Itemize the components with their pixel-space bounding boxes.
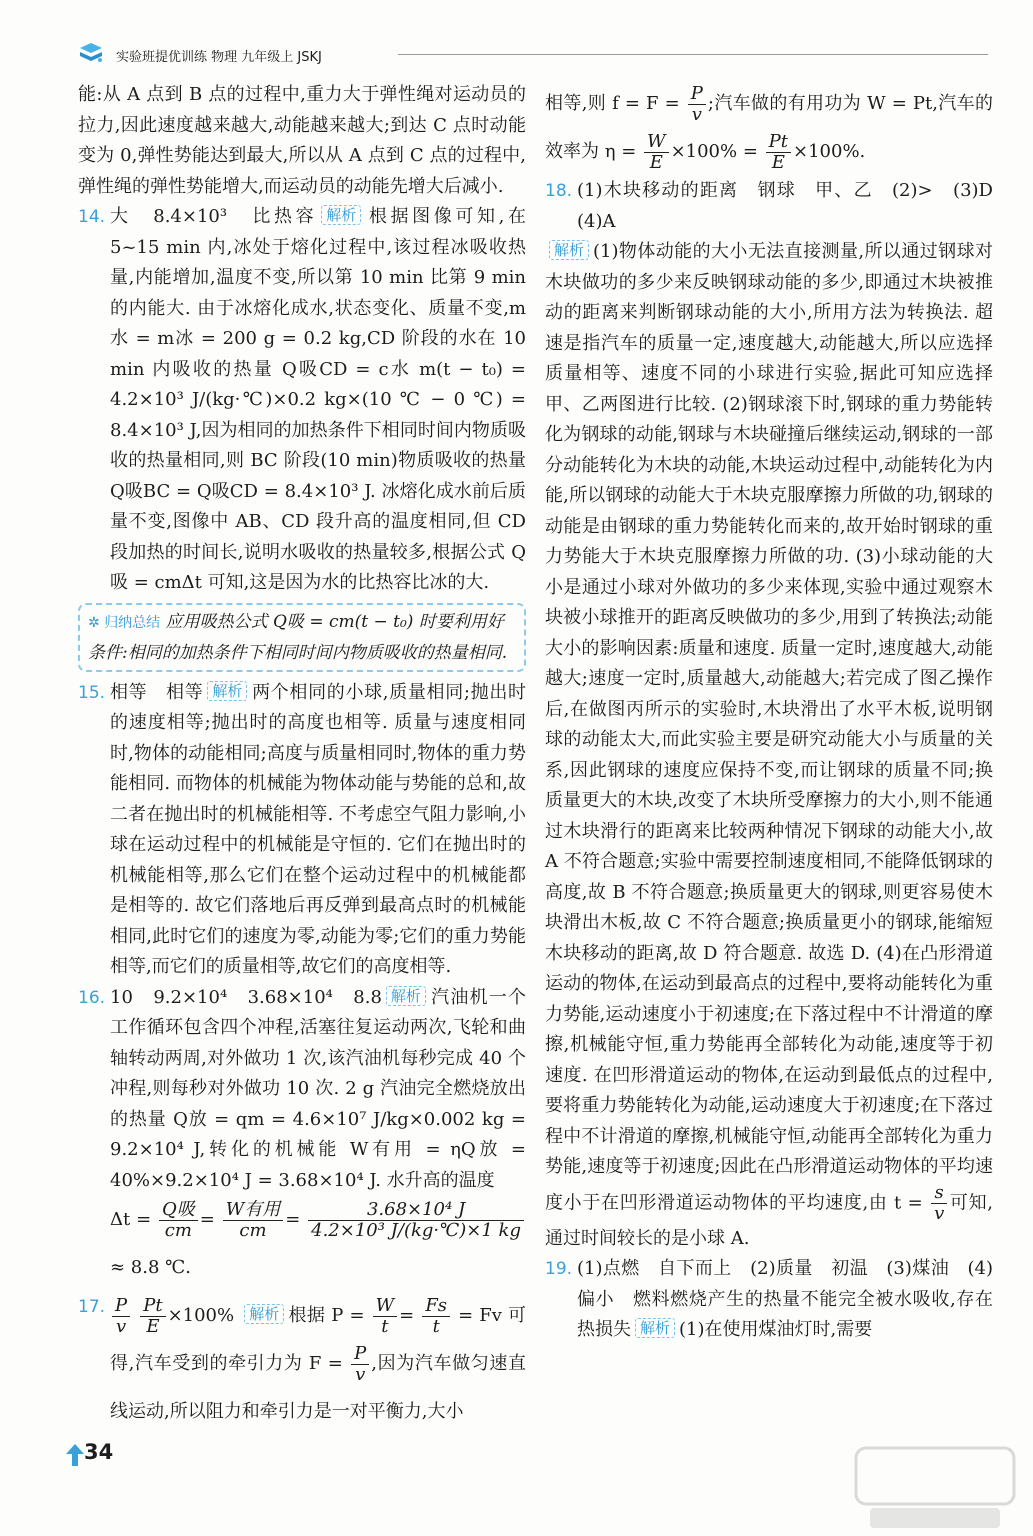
denominator: t (381, 1315, 389, 1337)
q15-item (78, 678, 526, 983)
q19-number: 19. (545, 1259, 573, 1279)
header-rule (398, 54, 988, 55)
denominator: cm (239, 1219, 267, 1241)
q19-answer: (1)点燃 自下而上 (2)质量 初温 (3)煤油 (4)偏小 燃料燃烧产生的热量不能完全被水吸收,存在热损失 (577, 1258, 993, 1340)
analysis-tag: 解析 (244, 1304, 284, 1324)
page-header (78, 40, 988, 74)
q16-analysis: 汽油机一个工作循环包含四个冲程,活塞往复运动两次,飞轮和曲轴转动两周,对外做功 1 次,该汽油机每秒完成 40 个冲程,则每秒对外做功 10 次. 2 g 汽油完全燃烧放出的热量 Q放 = qm = 4.6×10⁷ J/kg×0.002 kg = 9.2×10⁴ J,转化的机械能 W有用 = ηQ放 = 40%×9.2×10⁴ J = 3.68×10⁴ J. 水升高的温度 (110, 986, 527, 1191)
fraction (223, 1200, 284, 1241)
q17-continuation (545, 80, 993, 176)
numerator: Fs (422, 1296, 450, 1317)
denominator: 4.2×10³ J/(kg·℃)×1 kg (311, 1219, 521, 1241)
q17-text: 根据 P = (288, 1305, 365, 1326)
fraction (373, 1296, 398, 1337)
denominator: v (691, 103, 702, 125)
q17-item (78, 1292, 526, 1436)
q16-number: 16. (78, 987, 106, 1008)
fraction (422, 1296, 450, 1337)
q17-cont-text: ;汽车做的有用功为 W = Pt,汽车的效率为 η = (545, 93, 993, 162)
q16-item (78, 983, 526, 1293)
up-arrow-icon (66, 1444, 84, 1466)
analysis-tag: 解析 (635, 1318, 675, 1338)
fraction (159, 1200, 198, 1241)
summary-box (78, 603, 526, 672)
denominator: E (146, 1315, 160, 1337)
fraction (766, 132, 791, 173)
q17-cont-text: 相等,则 f = F = (545, 93, 680, 114)
q15-answer: 相等 相等 (110, 681, 204, 703)
analysis-tag: 解析 (386, 986, 426, 1006)
q17-body: $\frac{P}{v}$ $\frac{Pt}{E}$ ×100% 解析 根据 P = $\frac{W}{t}$ = $\frac{Fs}{t}$ = Fv 可得,汽车受到的牵引力为 F = $\frac{P}{v}$ ,因为汽车做匀速直线运动,所以阻力和牵引力是一对平衡力,大小 (110, 1294, 526, 1422)
percent-tail: ×100% (167, 1305, 235, 1326)
numerator: P (688, 84, 706, 105)
summary-tag-label: 归纳总结 (104, 614, 161, 631)
summary-tag: ✲ 归纳总结 (88, 614, 161, 631)
page-number (66, 1440, 112, 1470)
left-column (78, 80, 526, 1436)
fraction (140, 1296, 165, 1337)
denominator: t (432, 1315, 440, 1337)
q17-text: ,因为汽车做匀速直线运动,所以阻力和牵引力是一对平衡力,大小 (110, 1353, 526, 1422)
q18-analysis (545, 237, 993, 1254)
analysis-tag: 解析 (207, 681, 247, 701)
q15-body (110, 678, 526, 983)
denominator: cm (164, 1219, 192, 1241)
q13-continuation: 能:从 A 点到 B 点的过程中,重力大于弹性绳对运动员的拉力,因此速度越来越大,动能越来越大;到达 C 点时动能变为 0,弹性势能达到最大,所以从 A 点到 C 点的过程中,弹性绳的弹性势能增大,而运动员的动能先增大后减小. (78, 84, 526, 197)
q17-cont-text: ×100% = (670, 141, 758, 162)
page-number-text: 34 (84, 1440, 114, 1464)
fraction (308, 1200, 524, 1241)
numerator: Pt (766, 132, 791, 153)
numerator: Q吸 (159, 1200, 198, 1221)
q16-formula: Δt = $\frac{\text{Q吸}}{cm}$ = $\frac{\text{W有用}}{cm}$ = $\frac{\text{3.68×10⁴ J}}{\text{4.2×10³ J/(kg·℃)×1 kg}}$ ≈ 8.8 ℃. (110, 1196, 526, 1292)
numerator: W (644, 132, 669, 153)
q18-answer: (1)木块移动的距离 钢球 甲、乙 (2)> (3)D (4)A (577, 180, 1011, 232)
q14-number: 14. (78, 207, 106, 227)
formula-rhs: ≈ 8.8 ℃. (110, 1257, 192, 1278)
q15-number: 15. (78, 682, 106, 703)
right-column (545, 80, 1011, 1346)
q18-analysis-text: (1)物体动能的大小无法直接测量,所以通过钢球对木块做功的多少来反映钢球动能的多少,即通过木块被推动的距离来判断钢球动能的大小,所用方法为转换法. 超速是指汽车的质量一定,速度越大,动能越大,所以应选择质量相等、速度不同的小球进行实验,据此可知应选择甲、乙两图进行比较. (2)钢球滚下时,钢球的重力势能转化为钢球的动能,钢球与木块碰撞后继续运动,钢球的一部分动能转化为木块的动能,木块运动过程中,动能转化为内能,所以钢球的动能大于木块克服摩擦力所做的功,钢球的动能是由钢球的重力势能转化而来的,故开始时钢球的重力势能大于木块克服摩擦力所做的功. (3)小球动能的大小是通过小球对外做功的多少来体现,实验中通过观察木块被小球推开的距离反映做功的多少,用到了转换法;动能大小的影响因素:质量和速度. 质量一定时,速度越大,动能越大;速度一定时,质量越大,动能越大;若完成了图乙操作后,在做图丙所示的实验时,木块滑出了水平木板,说明钢球的动能太大,而此实验主要是研究动能大小与质量的关系,因此钢球的速度应保持不变,而让钢球的质量不同;换质量更大的木块,改变了木块所受摩擦力的大小,则不能通过木块滑行的距离来比较两种情况下钢球的动能大小,故 A 不符合题意;实验中需要控制速度相同,不能降低钢球的高度,故 B 不符合题意;换质量更大的钢球,则更容易使木块滑出木板,故 C 不符合题意;换质量更小的钢球,能缩短木块移动的距离,故 D 符合题意. 故选 D. (4)在凸形滑道运动的物体,在运动到最高点的过程中,要将动能转化为重力势能,运动速度小于初速度;在下落过程中不计滑道的摩擦,机械能守恒,重力势能再全部转化为动能,速度等于初速度. 在凹形滑道运动的物体,在运动到最低点的过程中,要将重力势能转化为动能,运动速度大于初速度;在下落过程中不计滑道的摩擦,机械能守恒,动能再全部转化为重力势能,速度等于初速度;因此在凸形滑道运动物体的平均速度小于在凹形滑道运动物体的平均速度,由 t = (545, 241, 993, 1213)
denominator: v (934, 1202, 945, 1224)
q16-body (110, 983, 526, 1197)
q18-tail: 可知,通过时间较长的是小球 A. (545, 1192, 993, 1249)
q14-answer: 大 8.4×10³ 比热容 (110, 206, 318, 227)
fraction (351, 1344, 369, 1385)
fraction (688, 84, 706, 125)
q17-number: 17. (78, 1297, 106, 1317)
q16-answer: 10 9.2×10⁴ 3.68×10⁴ 8.8 (110, 986, 382, 1008)
numerator: W (373, 1296, 398, 1317)
formula-lhs: Δt = (110, 1209, 152, 1230)
denominator: v (115, 1315, 127, 1337)
q14-analysis: 根据图像可知,在 5~15 min 内,冰处于熔化过程中,该过程冰吸收热量,内能增加,温度不变,所以第 10 min 比第 9 min 的内能大. 由于冰熔化成水,状态变化、质量不变,m水 = m冰 = 200 g = 0.2 kg,CD 阶段的水在 10 min 内吸收的热量 Q吸CD = c水 m(t − t₀) = 4.2×10³ J/(kg·℃)×0.2 kg×(10 ℃ − 0 ℃) = 8.4×10³ J,因为相同的加热条件下相同时间内物质吸收的热量相同,则 BC 阶段(10 min)物质吸收的热量 Q吸BC = Q吸CD = 8.4×10³ J. 冰熔化成水前后质量不变,图像中 AB、CD 段升高的温度相同,但 CD 段加热的时间长,说明水吸收的热量较多,根据公式 Q吸 = cmΔt 可知,这是因为水的比热容比冰的大. (110, 206, 526, 593)
analysis-tag: 解析 (321, 205, 361, 225)
analysis-tag: 解析 (549, 240, 589, 260)
q17-text: = Fv 可得,汽车受到的牵引力为 F = (110, 1305, 526, 1374)
q17-cont-text: ×100%. (793, 141, 866, 162)
watermark-logo (850, 1440, 1020, 1536)
summary-text: 应用吸热公式 Q吸 = cm(t − t₀) 时要利用好条件:相同的加热条件下相同时间内物质吸收的热量相同. (88, 611, 508, 663)
q14-item (78, 202, 526, 599)
q15-analysis: 两个相同的小球,质量相同;抛出时的速度相等;抛出时的高度也相等. 质量与速度相同时,物体的动能相同;高度与质量相同时,物体的重力势能相同. 而物体的机械能为物体动能与势能的总和,故二者在抛出时的机械能相等. 不考虑空气阻力影响,小球在运动过程中的机械能是守恒的. 它们在抛出时的机械能相等,那么它们在整个运动过程中的机械能都是相等的. 故它们落地后再反弹到最高点时的机械能相同,此时它们的速度为零,动能为零;它们的重力势能相等,而它们的质量相等,故它们的高度相等. (110, 681, 527, 977)
fraction (644, 132, 669, 173)
denominator: E (649, 151, 663, 173)
q18-item (545, 176, 1011, 237)
numerator: s (931, 1183, 947, 1204)
fraction (112, 1296, 130, 1337)
q19-analysis: (1)在使用煤油灯时,需要 (679, 1319, 873, 1340)
q19-body (577, 1254, 993, 1346)
numerator: P (112, 1296, 130, 1317)
book-logo-icon (78, 42, 104, 64)
denominator: E (771, 151, 785, 173)
header-title: 实验班提优训练 物理 九年级上 JSKJ (116, 50, 322, 65)
q19-item (545, 1254, 993, 1346)
q14-body (110, 202, 526, 599)
numerator: P (351, 1344, 369, 1365)
fraction (931, 1183, 947, 1224)
q18-number: 18. (545, 181, 573, 201)
numerator: W有用 (223, 1200, 284, 1221)
denominator: v (355, 1363, 366, 1385)
numerator: 3.68×10⁴ J (308, 1200, 524, 1221)
numerator: Pt (140, 1296, 165, 1317)
